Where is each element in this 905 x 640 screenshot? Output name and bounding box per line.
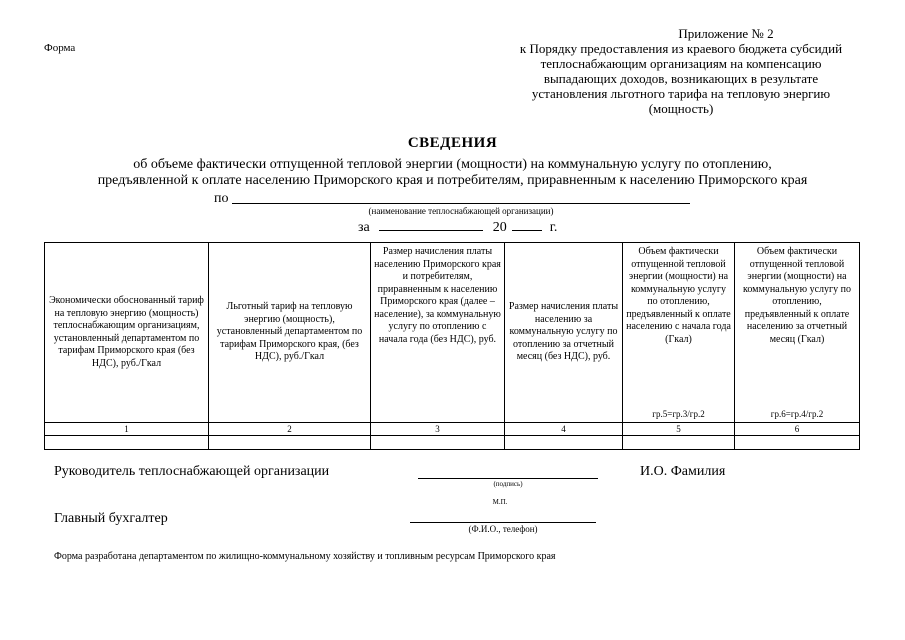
period-row [358,218,557,236]
column-number-2: 2 [209,423,371,436]
stamp-mark: М.П. [492,498,508,506]
column-header-1: Экономически обоснованный тариф на тепловую энергию (мощность) теплоснабжающим организациям, установленный департаментом по тарифам Приморского края (без НДС), руб./Гкал [45,243,209,423]
column-number-row [45,423,860,436]
accountant-signature-caption: (Ф.И.О., телефон) [468,524,538,534]
form-footer: Форма разработана департаментом по жилищно-коммунальному хозяйству и топливным ресурсам Приморского края [54,551,556,562]
period-year-field [512,218,542,231]
column-number-6: 6 [735,423,860,436]
org-name-caption: (наименование теплоснабжающей организации) [368,206,554,216]
period-prefix: за [358,220,370,235]
period-suffix: г. [549,220,558,235]
period-year-prefix: 20 [492,220,507,235]
column-header-5 [623,243,735,423]
column-number-3: 3 [371,423,505,436]
accountant-label: Главный бухгалтер [54,511,168,526]
column-number-5: 5 [623,423,735,436]
appendix-block [500,26,862,116]
document-title: СВЕДЕНИЯ [407,135,498,151]
table-cell[interactable] [623,436,735,450]
table-cell[interactable] [45,436,209,450]
table-cell[interactable] [371,436,505,450]
document-subtitle [60,157,845,189]
column-header-5-text: Объем фактически отпущенной тепловой энергии (мощности) на коммунальную услугу по отоплению, предъявленный к оплате населению с начала года (Гкал) [626,246,731,345]
appendix-line: (мощность) [648,101,714,116]
column-header-6-text: Объем фактически отпущенной тепловой энергии (мощности) на коммунальную услугу по отоплению, предъявленный к оплате населению за отчетный месяц (Гкал) [743,246,851,345]
table-row [45,436,860,450]
org-name-field [232,203,690,204]
table-cell[interactable] [505,436,623,450]
head-signature-caption: (подпись) [493,480,523,488]
column-formula-5: гр.5=гр.3/гр.2 [652,408,705,419]
subtitle-line-2: предъявленной к оплате населению Приморского края и потребителям, приравненным к населению Приморского края [97,173,808,188]
head-name: И.О. Фамилия [640,464,726,479]
column-formula-6: гр.6=гр.4/гр.2 [770,408,824,419]
table-cell[interactable] [209,436,371,450]
org-label: по [214,191,229,206]
data-table [44,242,860,450]
subtitle-line-1: об объеме фактически отпущенной тепловой энергии (мощности) на коммунальную услугу по отоплению, [133,157,772,172]
appendix-number: Приложение № 2 [678,26,774,41]
column-number-1: 1 [45,423,209,436]
column-header-4: Размер начисления платы населению за коммунальную услугу по отоплению за отчетный месяц (без НДС), руб. [505,243,623,423]
head-signature-field [418,478,598,479]
period-month-field [379,218,483,231]
appendix-line: к Порядку предоставления из краевого бюджета субсидий [519,41,843,56]
appendix-line: выпадающих доходов, возникающих в результате [543,71,819,86]
head-signatory-label: Руководитель теплоснабжающей организации [54,464,330,479]
column-header-2: Льготный тариф на тепловую энергию (мощность), установленный департаментом по тарифам Приморского края, (без НДС), руб./Гкал [209,243,371,423]
accountant-signature-field [410,522,596,523]
column-header-6 [735,243,860,423]
appendix-line: теплоснабжающим организациям на компенсацию [540,56,822,71]
table-cell[interactable] [735,436,860,450]
column-number-4: 4 [505,423,623,436]
form-label: Форма [44,42,76,54]
table-header-row [45,243,860,423]
appendix-line: установления льготного тарифа на тепловую энергию [531,86,831,101]
column-header-3: Размер начисления платы населению Приморского края и потребителям, приравненным к населению Приморского края (далее – население), за коммунальную услугу по отоплению с начала года (без НДС), руб. [371,243,505,423]
